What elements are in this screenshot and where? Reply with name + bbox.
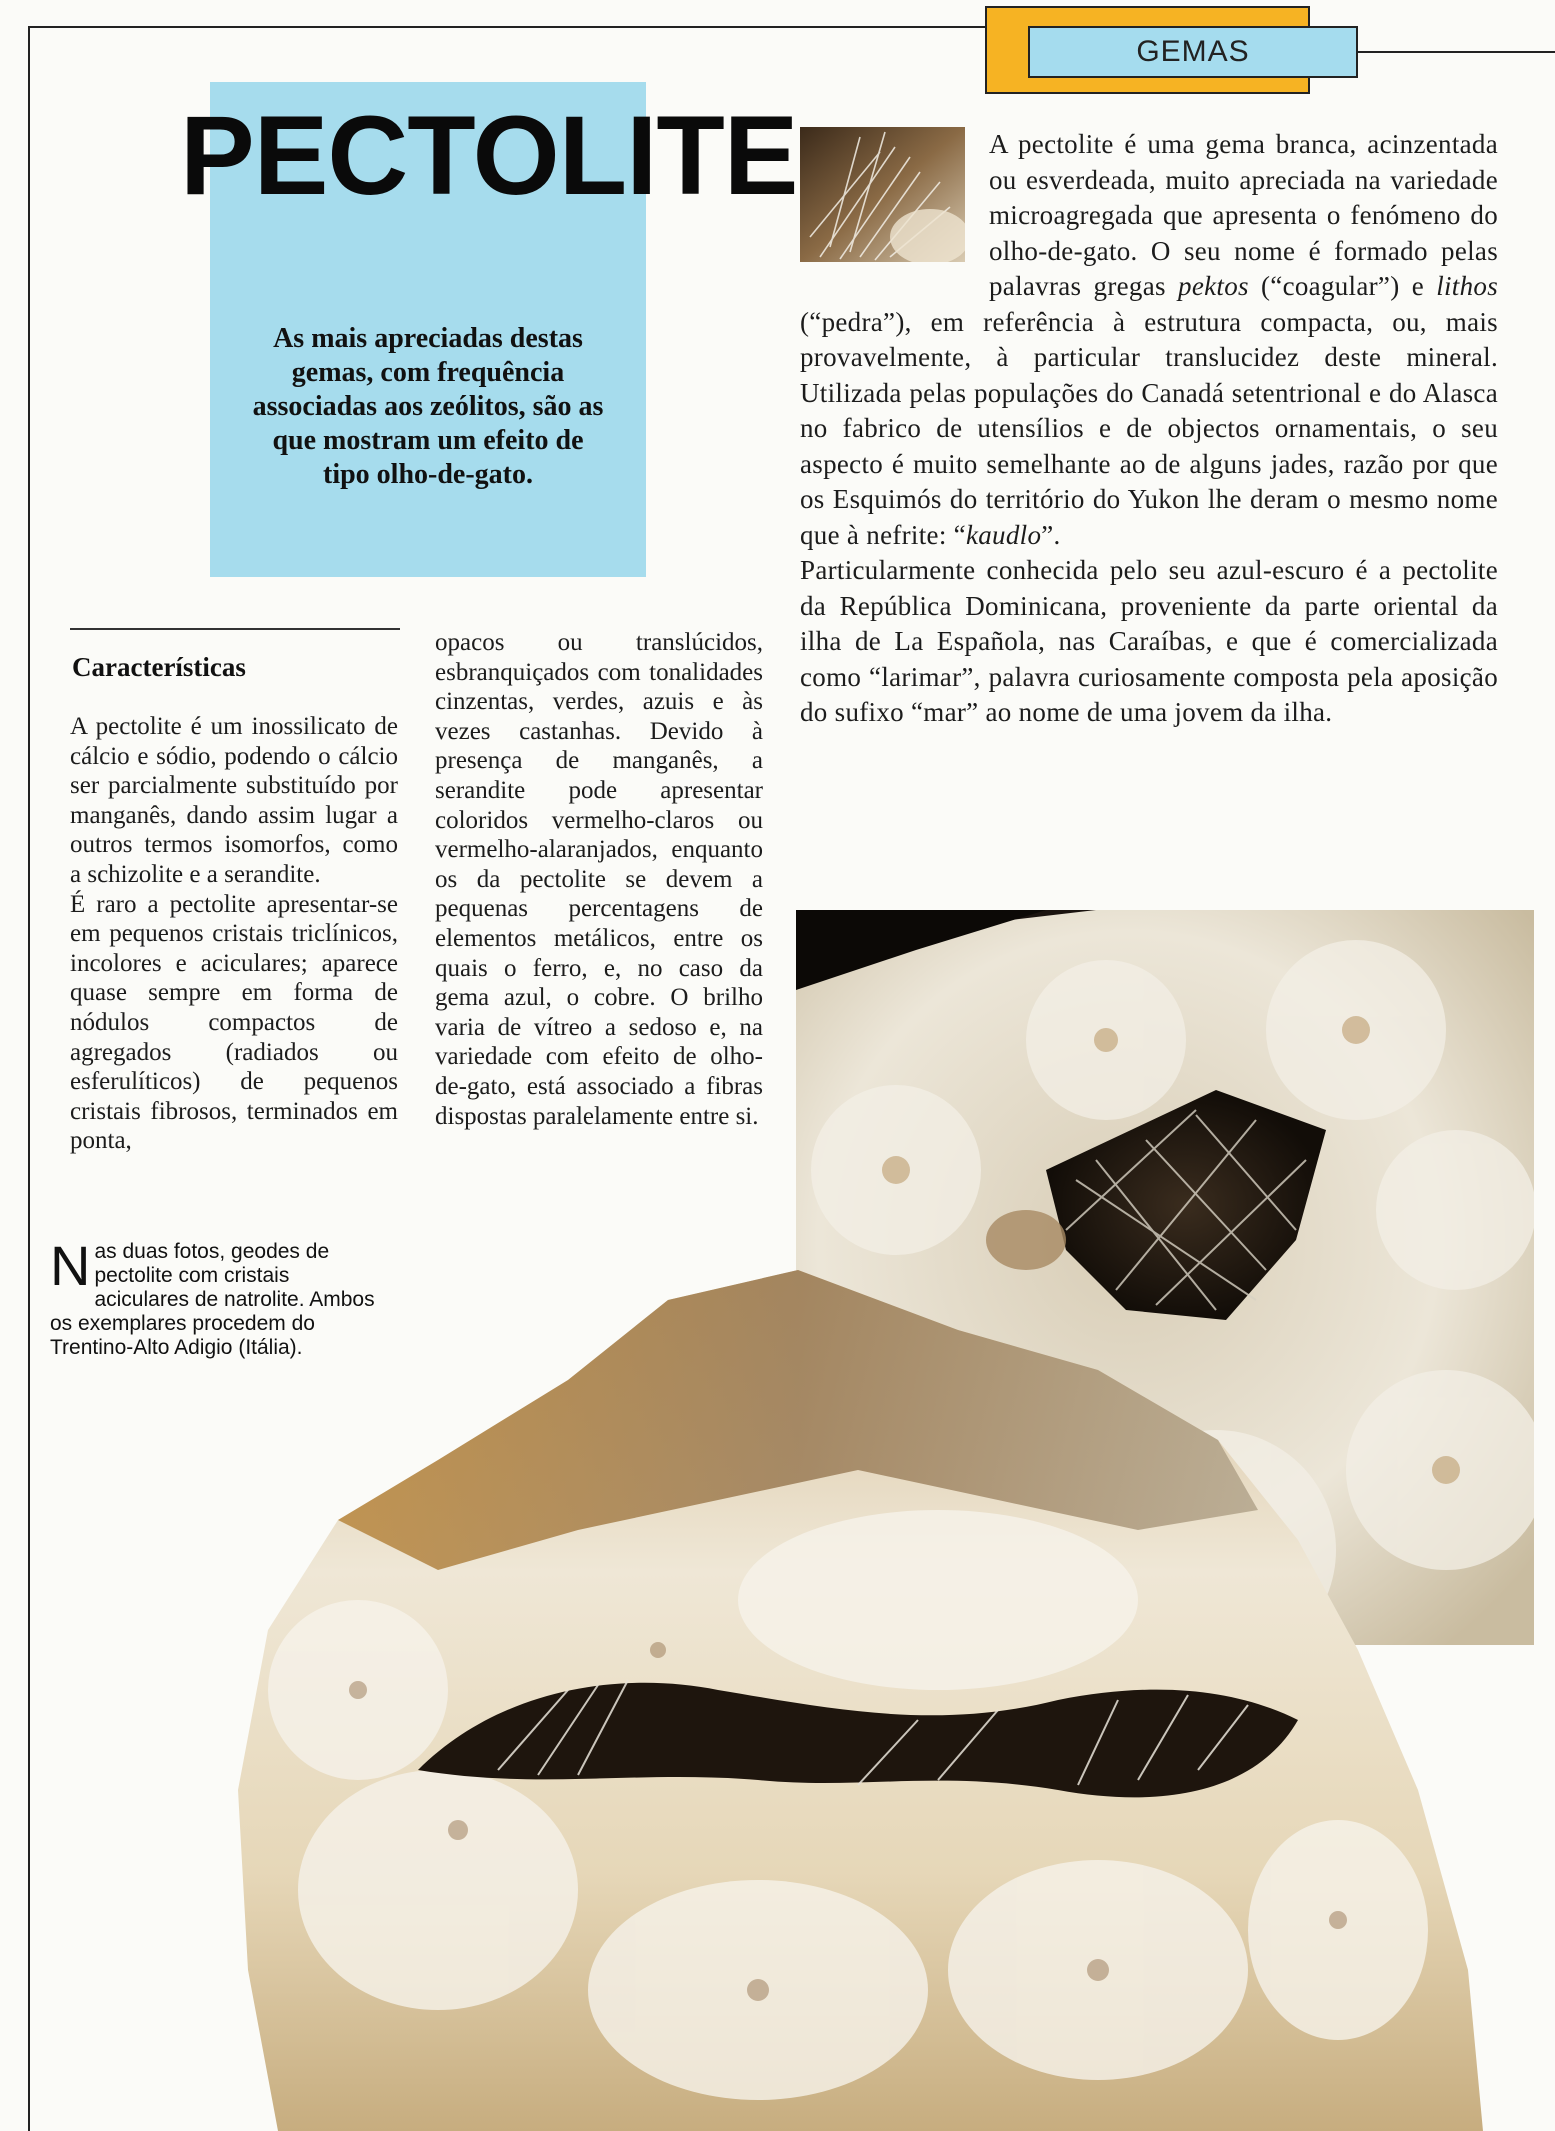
characteristics-heading: Características [72,652,246,682]
characteristics-paragraph-2: É raro a pectolite apresentar-se em pequenos cristais triclínicos, incolores e aciculares; aparece quase sempre em forma de nódulos compactos de agregados (radiados ou esferulíticos) de pequenos cristais fibrosos, terminados em ponta, [70,890,398,1155]
intro-text-4: ”. [1041,519,1061,550]
intro-text-1: A pectolite é uma gema branca, acinzentada ou esverdeada, muito apreciada na variedade microagregada que apresenta o fenómeno do olho-de-gato. O seu nome é formado pelas palavras gregas [989,129,1498,301]
frame-line-top [28,26,1028,28]
thumbnail-photo [800,127,965,262]
intro-text-3: (“pedra”), em referência à estrutura compacta, ou, mais provavelmente, à particular translucidez deste mineral. Utilizada pelas populações do Canadá setentrional e do Alasca no fabrico de utensílios e de objectos ornamentais, o seu aspecto é muito semelhante ao de alguns jades, razão por que os Esquimós do território do Yukon lhe deram o mesmo nome que à nefrite: “ [800,306,1498,550]
frame-line-top-right [1356,51,1555,53]
characteristics-paragraph-1: A pectolite é um inossilicato de cálcio e sódio, podendo o cálcio ser parcialmente substituído por manganês, dando assim lugar a outros termos isomorfos, como a schizolite e a serandite. [70,713,398,888]
geode-main-photo [238,1270,1483,2131]
caption-dropcap: N [50,1234,91,1297]
intro-term-lithos: lithos [1436,271,1499,301]
characteristics-column-1 [70,712,398,1156]
caption-text: as duas fotos, geodes de pectolite com cristais aciculares de natrolite. Ambos os exemplares procedem do Trentino-Alto Adigio (Itália). [50,1240,375,1359]
intro-term-kaudlo: kaudlo [965,519,1042,550]
intro-column [800,127,1498,731]
intro-paragraph-2: Particularmente conhecida pelo seu azul-escuro é a pectolite da República Dominicana, proveniente da parte oriental da ilha de La Española, nas Caraíbas, e que é comercializada como “larimar”, palavra curiosamente composta pela aposição do sufixo “mar” ao nome de uma jovem da ilha. [800,555,1498,727]
section-tab: GEMAS [1028,26,1358,78]
characteristics-column-2 [435,628,763,1131]
section-rule [70,628,400,630]
subtitle: As mais apreciadas destas gemas, com frequência associadas aos zeólitos, são as que mostram um efeito de tipo olho-de-gato. [252,323,604,490]
characteristics-paragraph-3: opacos ou translúcidos, esbranquiçados com tonalidades cinzentas, verdes, azuis e às vezes castanhas. Devido à presença de manganês, a serandite pode apresentar coloridos vermelho-claros ou vermelho-alaranjados, enquanto os da pectolite se devem a pequenas percentagens de elementos metálicos, entre os quais o ferro, e, no caso da gema azul, o cobre. O brilho varia de vítreo a sedoso e, na variedade com efeito de olho-de-gato, está associado a fibras dispostas paralelamente entre si. [435,629,763,1130]
page-title: PECTOLITE [180,93,798,218]
photo-caption [50,1234,380,1360]
intro-text-2: (“coagular”) e [1248,271,1437,301]
frame-line-left [28,26,30,2131]
intro-term-pektos: pektos [1178,271,1249,301]
